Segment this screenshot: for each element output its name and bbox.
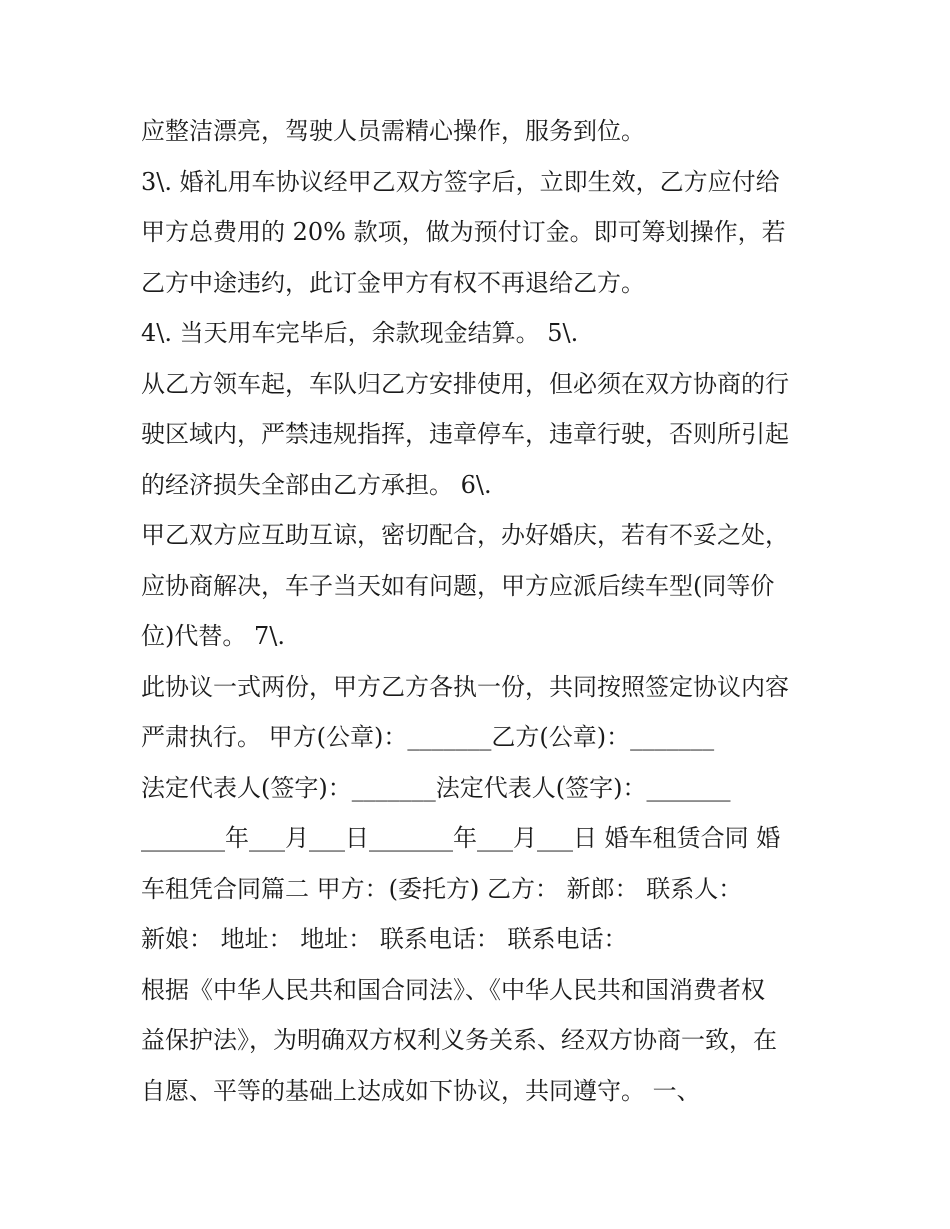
text-line: 3\. 婚礼用车协议经甲乙双方签字后，立即生效，乙方应付给 [141, 167, 780, 196]
text-line: 新娘： 地址： 地址： 联系电话： 联系电话： [141, 925, 628, 953]
text-line: 此协议一式两份，甲方乙方各执一份，共同按照签定协议内容 [141, 672, 789, 701]
text-line: 应协商解决，车子当天如有问题，甲方应派后续车型(同等价 [141, 571, 775, 600]
text-line: 严肃执行。 甲方(公章)：_______乙方(公章)：_______ [141, 723, 715, 751]
text-line: 自愿、平等的基础上达成如下协议，共同遵守。 一、 [141, 1076, 701, 1105]
text-line: 甲方总费用的 20% 款项，做为预付订金。即可筹划操作，若 [141, 218, 786, 246]
text-line: 驶区域内，严禁违规指挥，违章停车，违章行驶，否则所引起 [141, 420, 789, 448]
text-line: 益保护法》，为明确双方权利义务关系、经双方协商一致，在 [141, 1026, 777, 1054]
text-line: 位)代替。 7\. [141, 622, 285, 650]
contract-text [141, 106, 841, 1116]
text-line: 甲乙双方应互助互谅，密切配合，办好婚庆，若有不妥之处， [141, 521, 789, 549]
text-line: _______年___月___日_______年___月___日 婚车租赁合同 婚 [141, 824, 781, 852]
text-line: 从乙方领车起，车队归乙方安排使用，但必须在双方协商的行 [141, 369, 789, 398]
text-line: 根据《中华人民共和国合同法》、《中华人民共和国消费者权 [141, 975, 765, 1004]
text-line: 的经济损失全部由乙方承担。 6\. [141, 470, 492, 499]
text-line: 法定代表人(签字)：_______法定代表人(签字)：_______ [141, 773, 731, 802]
text-line: 应整洁漂亮，驾驶人员需精心操作，服务到位。 [141, 117, 645, 145]
text-line: 乙方中途违约，此订金甲方有权不再退给乙方。 [141, 268, 645, 297]
text-line: 车租凭合同篇二 甲方：(委托方) 乙方： 新郎： 联系人： [141, 874, 743, 903]
text-line: 4\. 当天用车完毕后，余款现金结算。 5\. [141, 319, 579, 347]
